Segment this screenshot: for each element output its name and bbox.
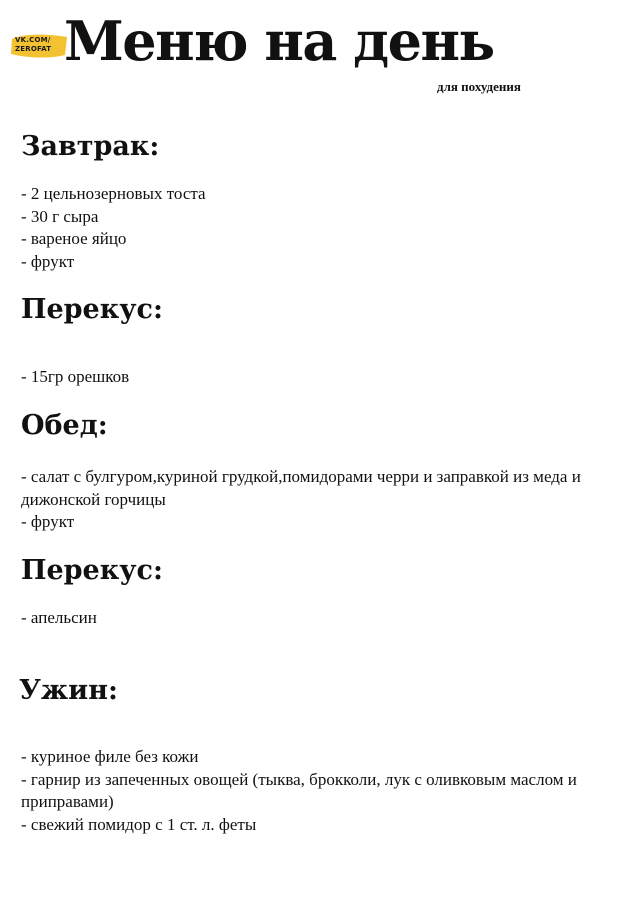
list-item: - вареное яйцо [21,229,127,248]
section-heading-dinner: Ужин: [19,675,118,706]
section-heading-lunch: Обед: [21,410,108,441]
snack-1-list [21,366,621,389]
list-item: - 2 цельнозерновых тоста [21,184,206,203]
list-item: - куриное филе без кожи [21,747,199,766]
list-item: - 15гр орешков [21,367,130,386]
list-item: - апельсин [21,608,97,627]
page-title: Меню на день [64,9,494,73]
list-item: - гарнир из запеченных овощей (тыква, брокколи, лук с оливковым маслом и приправами) [21,769,577,811]
snack-2-list [21,607,621,630]
list-item: - фрукт [21,251,75,271]
logo-text [15,36,51,54]
section-heading-snack-1: Перекус: [21,294,163,325]
lunch-list [21,466,621,534]
breakfast-list [21,183,621,273]
section-heading-snack-2: Перекус: [21,555,163,586]
list-item: - салат с булгуром,куриной грудкой,помидорами черри и заправкой из меда и дижонской горчицы [21,467,581,509]
logo-line-1: VK.COM/ [15,36,51,44]
list-item: - 30 г сыра [21,206,99,226]
page-subtitle: для похудения [437,79,521,94]
logo-line-2: ZEROFAT [15,45,52,53]
dinner-list [21,746,621,836]
logo [9,31,69,61]
list-item: - фрукт [21,512,75,531]
list-item: - свежий помидор с 1 ст. л. феты [21,814,257,834]
section-heading-breakfast: Завтрак: [21,131,160,162]
